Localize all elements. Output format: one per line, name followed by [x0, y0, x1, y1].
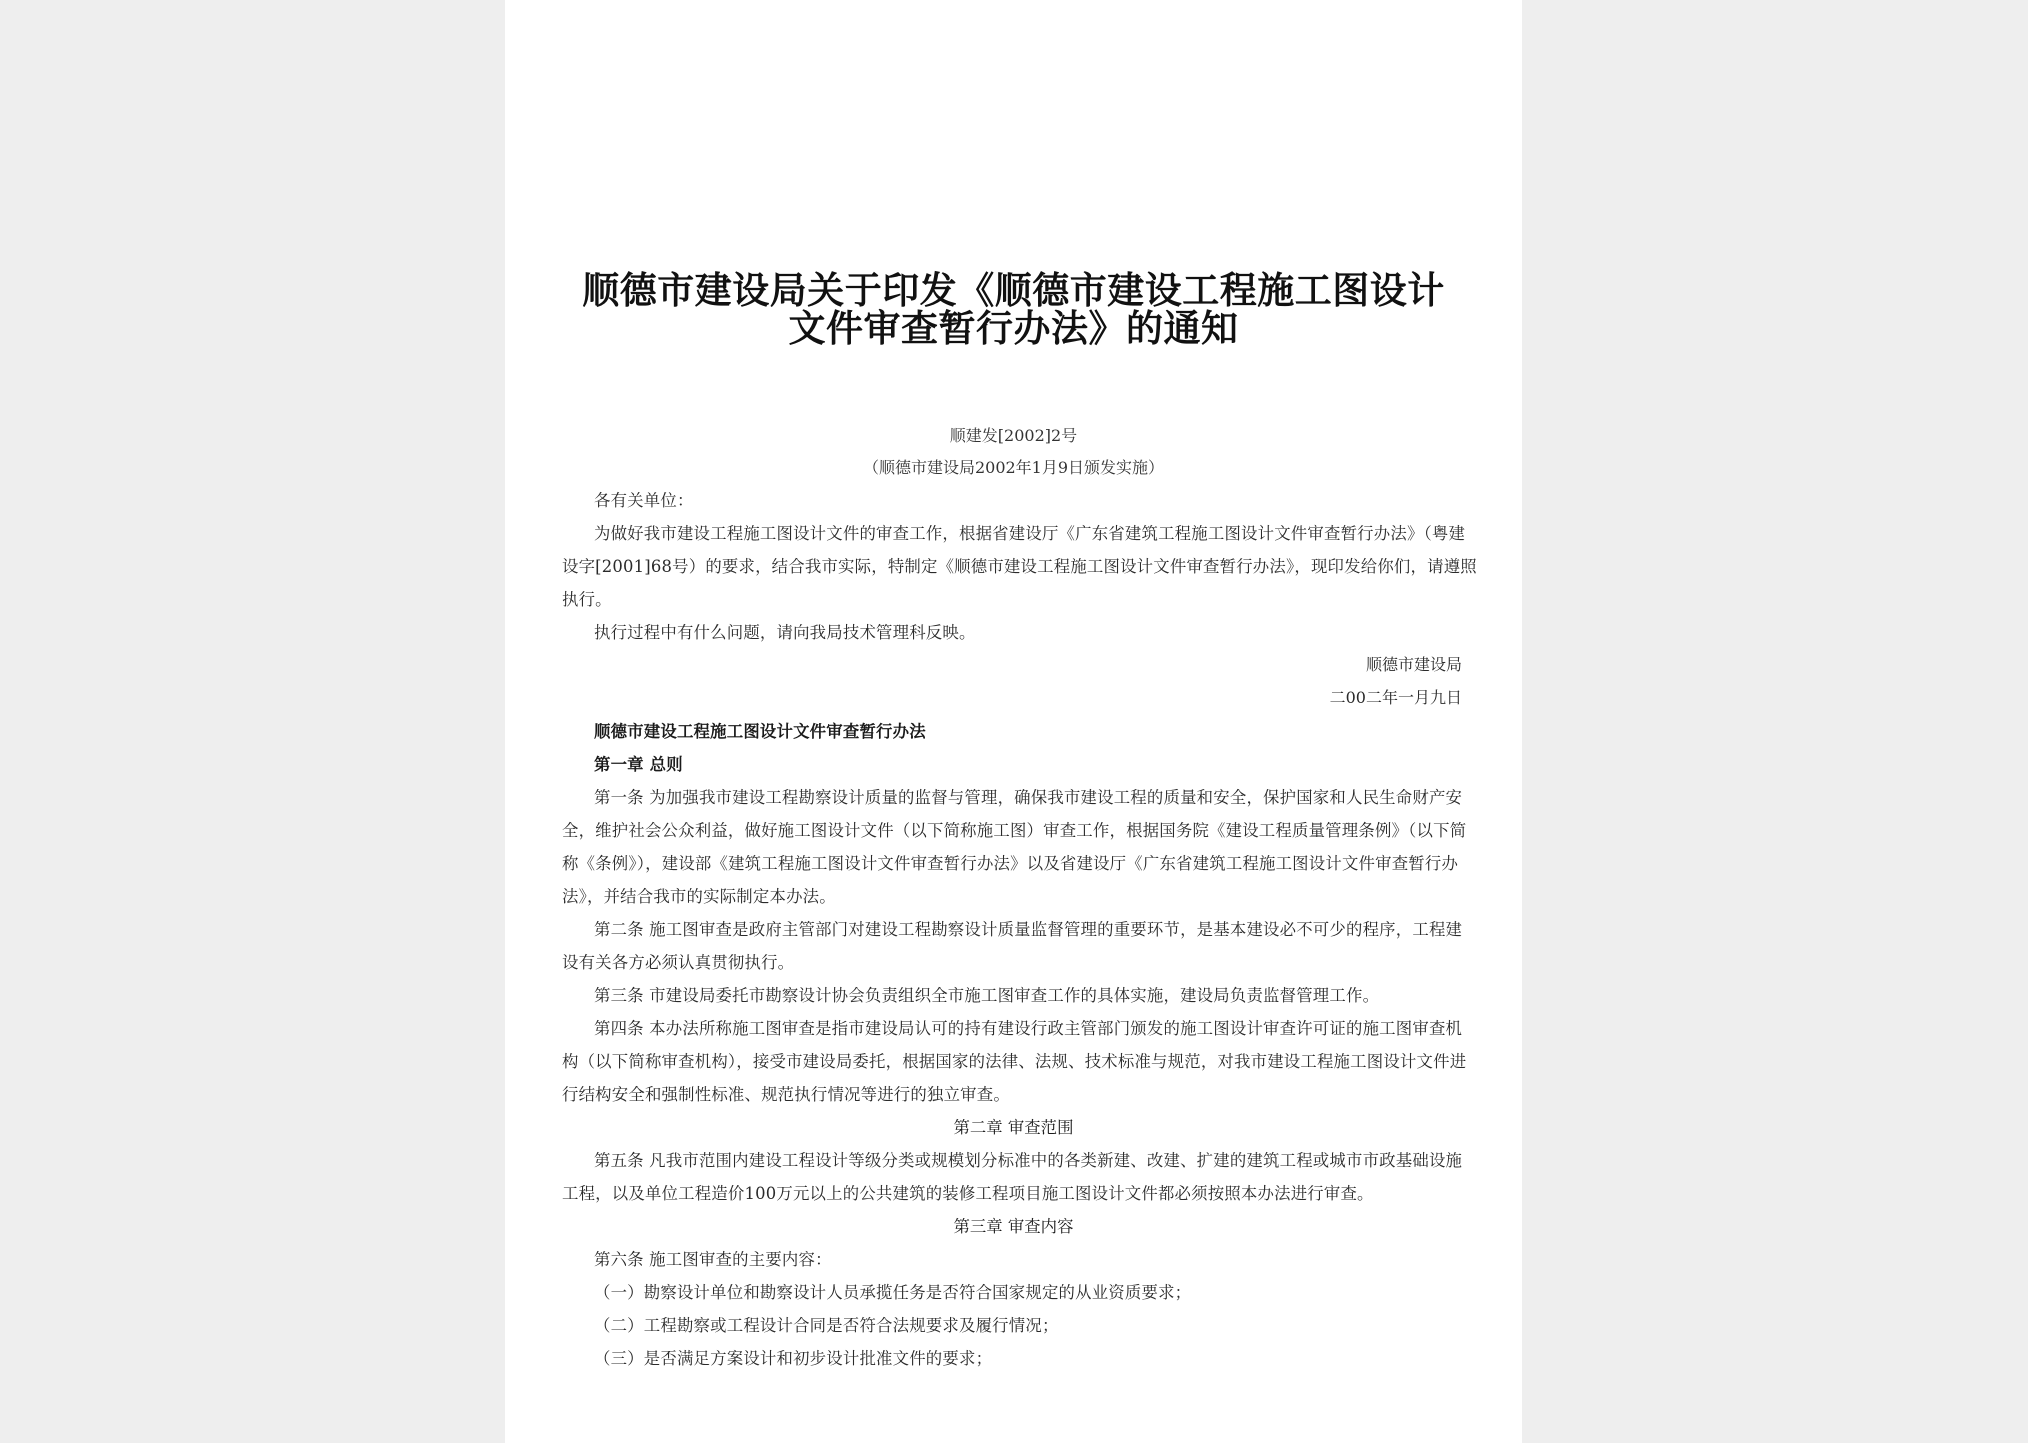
article-line: 构（以下简称审查机构），接受市建设局委托，根据国家的法律、法规、技术标准与规范，对我市建设工程施工图设计文件进 [562, 1052, 1467, 1071]
signature: 顺德市建设局 [1365, 655, 1462, 674]
article-line: 称《条例》），建设部《建筑工程施工图设计文件审查暂行办法》以及省建设厅《广东省建筑工程施工图设计文件审查暂行办 [562, 854, 1459, 873]
sign-date: 二00二年一月九日 [1329, 688, 1462, 707]
document-title-line-1: 顺德市建设局关于印发《顺德市建设工程施工图设计 [582, 268, 1445, 312]
article-line: 第五条 凡我市范围内建设工程设计等级分类或规模划分标准中的各类新建、改建、扩建的建筑工程或城市市政基础设施 [594, 1151, 1463, 1170]
document-page [505, 0, 1522, 1443]
list-item: （三）是否满足方案设计和初步设计批准文件的要求； [594, 1349, 993, 1368]
list-item: （二）工程勘察或工程设计合同是否符合法规要求及履行情况； [594, 1316, 1059, 1335]
article-line: 第二条 施工图审查是政府主管部门对建设工程勘察设计质量监督管理的重要环节，是基本建设必不可少的程序，工程建 [594, 920, 1463, 939]
intro-line: 设字[2001]68号）的要求，结合我市实际，特制定《顺德市建设工程施工图设计文件审查暂行办法》，现印发给你们，请遵照 [562, 557, 1477, 576]
regulation-title: 顺德市建设工程施工图设计文件审查暂行办法 [594, 722, 926, 741]
feedback-line: 执行过程中有什么问题，请向我局技术管理科反映。 [594, 623, 976, 642]
document-number: 顺建发[2002]2号 [949, 426, 1078, 445]
intro-line: 执行。 [562, 590, 612, 609]
article-line: 第六条 施工图审查的主要内容： [594, 1250, 832, 1269]
intro-line: 为做好我市建设工程施工图设计文件的审查工作，根据省建设厅《广东省建筑工程施工图设计文件审查暂行办法》（粤建 [594, 524, 1466, 543]
document-title-line-2: 文件审查暂行办法》的通知 [788, 306, 1239, 350]
article-line: 第三条 市建设局委托市勘察设计协会负责组织全市施工图审查工作的具体实施，建设局负责监督管理工作。 [594, 986, 1380, 1005]
article-line: 法》，并结合我市的实际制定本办法。 [562, 887, 836, 906]
chapter-heading: 第二章 审查范围 [953, 1118, 1074, 1137]
article-line: 行结构安全和强制性标准、规范执行情况等进行的独立审查。 [562, 1085, 1010, 1104]
article-line: 第四条 本办法所称施工图审查是指市建设局认可的持有建设行政主管部门颁发的施工图设计审查许可证的施工图审查机 [594, 1019, 1463, 1038]
article-line: 第一条 为加强我市建设工程勘察设计质量的监督与管理，确保我市建设工程的质量和安全，保护国家和人民生命财产安 [594, 788, 1463, 807]
article-line: 工程，以及单位工程造价100万元以上的公共建筑的装修工程项目施工图设计文件都必须按照本办法进行审查。 [562, 1184, 1374, 1203]
article-line: 全，维护社会公众利益，做好施工图设计文件（以下简称施工图）审查工作，根据国务院《建设工程质量管理条例》（以下简 [562, 821, 1467, 840]
article-line: 设有关各方必须认真贯彻执行。 [562, 953, 795, 972]
list-item: （一）勘察设计单位和勘察设计人员承揽任务是否符合国家规定的从业资质要求； [594, 1283, 1192, 1302]
salutation: 各有关单位： [594, 491, 694, 510]
chapter-heading: 第三章 审查内容 [953, 1217, 1074, 1236]
issue-note: （顺德市建设局2002年1月9日颁发实施） [862, 458, 1165, 477]
chapter-heading: 第一章 总则 [594, 755, 683, 774]
